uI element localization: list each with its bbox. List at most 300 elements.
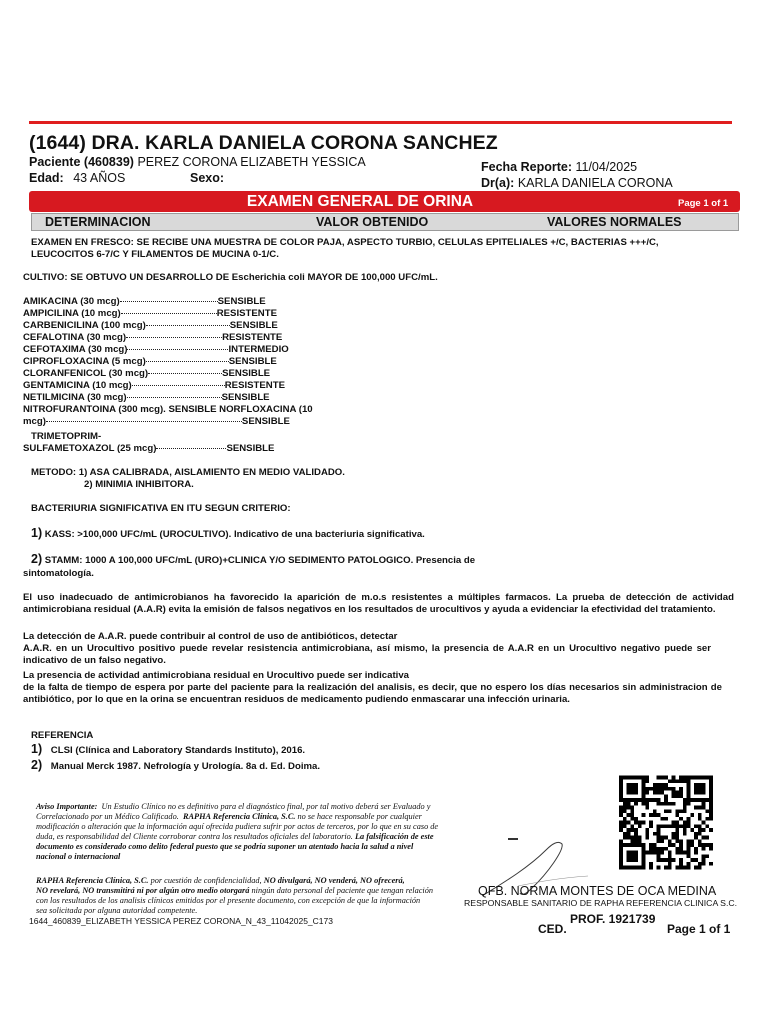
antibiotic-result: RESISTENTE xyxy=(222,332,283,343)
qr-module xyxy=(690,843,694,847)
uso-paragraph: El uso inadecuado de antimicrobianos ha favorecido la aparición de m.o.s resistentes a múltiples farmacos. La prueba de detección de actividad antimicrobiana residual (A.A.R) evita la emisión de falsos negativos en los resultados de urocultivos y ayuda a evidenciar la efectividad del tratamiento. xyxy=(23,592,734,615)
qr-module xyxy=(690,858,694,862)
antibiotic-result: RESISTENTE xyxy=(224,380,285,391)
qr-module xyxy=(660,836,664,840)
qr-module xyxy=(694,806,698,810)
fresco-line-1: EXAMEN EN FRESCO: SE RECIBE UNA MUESTRA DE COLOR PAJA, ASPECTO TURBIO, CELULAS EPITELIALES +/C, BACTERIAS +++/C, xyxy=(31,237,659,248)
qr-module xyxy=(683,798,687,802)
qr-module xyxy=(709,847,713,851)
qr-module xyxy=(709,843,713,847)
qr-module xyxy=(657,854,661,858)
qr-module xyxy=(642,779,646,783)
qr-module xyxy=(668,809,672,813)
confidentiality-line: sea solicitada por alguna autoridad competente. xyxy=(36,906,198,915)
qr-module xyxy=(683,824,687,828)
column-valores-normales: VALORES NORMALES xyxy=(547,215,682,229)
qr-module xyxy=(638,839,642,843)
qr-module xyxy=(675,824,679,828)
qr-code xyxy=(619,774,713,871)
qr-module xyxy=(623,776,627,780)
dot-leader xyxy=(121,313,217,314)
qr-module xyxy=(679,858,683,862)
qr-module xyxy=(657,787,661,791)
qr-module xyxy=(619,828,623,832)
qr-module xyxy=(683,866,687,870)
metodo-line-2: 2) MINIMIA INHIBITORA. xyxy=(84,479,194,490)
qr-module xyxy=(698,843,702,847)
qr-module xyxy=(664,847,668,851)
qr-module xyxy=(623,836,627,840)
qr-module xyxy=(634,858,638,862)
signer-name: QFB. NORMA MONTES DE OCA MEDINA xyxy=(478,884,717,898)
qr-module xyxy=(634,776,638,780)
qr-module xyxy=(657,791,661,795)
metodo-line-1: METODO: 1) ASA CALIBRADA, AISLAMIENTO EN MEDIO VALIDADO. xyxy=(31,467,345,478)
qr-module xyxy=(694,858,698,862)
qr-module xyxy=(653,798,657,802)
qr-module xyxy=(634,828,638,832)
qr-module xyxy=(645,851,649,855)
aviso-line xyxy=(36,852,476,862)
qr-module xyxy=(619,813,623,817)
qr-module xyxy=(687,821,691,825)
qr-module xyxy=(687,843,691,847)
kass-number: 1) xyxy=(31,526,43,540)
qr-module xyxy=(698,783,702,787)
qr-module xyxy=(687,798,691,802)
qr-module xyxy=(672,791,676,795)
antibiotic-name: SULFAMETOXAZOL (25 mcg) xyxy=(23,443,157,454)
qr-module xyxy=(679,866,683,870)
qr-module xyxy=(657,832,661,836)
qr-module xyxy=(623,802,627,806)
qr-module xyxy=(709,794,713,798)
fresco-line-2: LEUCOCITOS 6-7/C Y FILAMENTOS DE MUCINA 0-1/C. xyxy=(31,249,279,260)
qr-module xyxy=(702,836,706,840)
aviso-text: La falsificación de este xyxy=(354,832,434,841)
qr-module xyxy=(672,821,676,825)
qr-module xyxy=(619,809,623,813)
qr-module xyxy=(623,806,627,810)
qr-module xyxy=(664,798,668,802)
qr-module xyxy=(623,821,627,825)
qr-module xyxy=(702,791,706,795)
qr-module xyxy=(657,802,661,806)
antibiotic-result: SENSIBLE xyxy=(217,296,266,307)
qr-module xyxy=(645,787,649,791)
qr-module xyxy=(664,866,668,870)
qr-module xyxy=(664,787,668,791)
qr-module xyxy=(627,798,631,802)
qr-module xyxy=(627,851,631,855)
qr-module xyxy=(698,787,702,791)
qr-module xyxy=(649,866,653,870)
qr-module xyxy=(694,824,698,828)
qr-module xyxy=(698,817,702,821)
dot-leader xyxy=(120,301,218,302)
qr-module xyxy=(630,858,634,862)
antibiotic-result: INTERMEDIO xyxy=(228,344,289,355)
qr-module xyxy=(709,776,713,780)
qr-module xyxy=(668,787,672,791)
qr-module xyxy=(630,809,634,813)
qr-module xyxy=(657,858,661,862)
qr-module xyxy=(653,851,657,855)
antibiotic-row xyxy=(23,368,270,380)
qr-module xyxy=(679,824,683,828)
qr-module xyxy=(668,779,672,783)
qr-module xyxy=(642,791,646,795)
qr-module xyxy=(657,847,661,851)
qr-module xyxy=(634,866,638,870)
qr-module xyxy=(642,798,646,802)
stamm-line-2: sintomatología. xyxy=(23,568,94,579)
referencia-title: REFERENCIA xyxy=(31,730,94,741)
qr-module xyxy=(683,828,687,832)
qr-module xyxy=(634,832,638,836)
qr-module xyxy=(668,854,672,858)
antibiotic-name: CIPROFLOXACINA (5 mcg) xyxy=(23,356,146,367)
qr-module xyxy=(675,779,679,783)
presencia-paragraph: de la falta de tiempo de espera por parte del paciente para la realización del analisis, es decir, que no espero los días necesarios sin administracion de antibiótico, por lo que en la orina se encuentran residuos de medicamento pudiendo enmascarar una infección urinaria. xyxy=(23,682,722,705)
antibiotic-row xyxy=(23,392,270,404)
qr-module xyxy=(653,832,657,836)
qr-module xyxy=(630,813,634,817)
dot-leader xyxy=(148,373,222,374)
qr-module xyxy=(664,802,668,806)
qr-module xyxy=(702,847,706,851)
cultivo-line: CULTIVO: SE OBTUVO UN DESARROLLO DE Escherichia coli MAYOR DE 100,000 UFC/mL. xyxy=(23,272,438,283)
report-date-value: 11/04/2025 xyxy=(575,160,638,174)
qr-module xyxy=(664,783,668,787)
qr-module xyxy=(687,851,691,855)
antibiotic-name: GENTAMICINA (10 mcg) xyxy=(23,380,132,391)
aviso-text: Correlacionado por un Médico Calificado. xyxy=(36,812,179,821)
qr-module xyxy=(630,776,634,780)
qr-module xyxy=(630,828,634,832)
qr-module xyxy=(668,866,672,870)
qr-module xyxy=(634,817,638,821)
qr-module xyxy=(705,809,709,813)
qr-module xyxy=(698,862,702,866)
deteccion-paragraph: A.A.R. en un Urocultivo positivo puede revelar resistencia antimicrobiana, así mismo, la presencia de A.A.R en un Urocultivo negativo puede ser indicativo de un falso negativo. xyxy=(23,643,711,666)
qr-module xyxy=(630,851,634,855)
qr-module xyxy=(630,817,634,821)
professional-license: PROF. 1921739 xyxy=(570,912,656,926)
qr-module xyxy=(672,843,676,847)
qr-module xyxy=(645,791,649,795)
qr-module xyxy=(709,787,713,791)
qr-module xyxy=(649,847,653,851)
reference-text: CLSI (Clínica and Laboratory Standards Instituto), 2016. xyxy=(50,745,306,756)
cedula-label: CED. xyxy=(538,922,567,936)
qr-module xyxy=(630,791,634,795)
qr-module xyxy=(638,866,642,870)
confidentiality-text: NO divulgará, NO venderá, NO ofrecerá, xyxy=(263,876,405,885)
qr-module xyxy=(642,847,646,851)
qr-module xyxy=(694,866,698,870)
antibiotic-row xyxy=(23,344,289,356)
qr-module xyxy=(619,821,623,825)
file-name: 1644_460839_ELIZABETH YESSICA PEREZ CORONA_N_43_11042025_C173 xyxy=(29,916,333,926)
aviso-text: Un Estudio Clínico no es definitivo para el diagnóstico final, por tal motivo deberá ser Evaluado y xyxy=(101,802,431,811)
column-determinacion: DETERMINACION xyxy=(45,215,151,229)
dot-leader xyxy=(146,325,230,326)
qr-module xyxy=(627,858,631,862)
qr-module xyxy=(705,798,709,802)
qr-module xyxy=(634,851,638,855)
qr-module xyxy=(687,794,691,798)
qr-module xyxy=(687,839,691,843)
dot-leader xyxy=(156,448,226,449)
qr-module xyxy=(627,783,631,787)
kass-text: KASS: >100,000 UFC/mL (UROCULTIVO). Indicativo de una bacteriuria significativa. xyxy=(44,529,425,540)
qr-module xyxy=(657,828,661,832)
qr-module xyxy=(675,832,679,836)
confidentiality-line: con los resultados de los analisis clínicos emitidos por el presente documento, con excepción de que la información xyxy=(36,896,421,905)
qr-module xyxy=(653,843,657,847)
qr-module xyxy=(675,813,679,817)
qr-module xyxy=(660,847,664,851)
qr-module xyxy=(664,794,668,798)
exam-title: EXAMEN GENERAL DE ORINA xyxy=(246,193,474,210)
qr-module xyxy=(664,776,668,780)
qr-module xyxy=(645,836,649,840)
aviso-line xyxy=(36,802,476,812)
antibiotic-result: SENSIBLE xyxy=(226,443,275,454)
qr-module xyxy=(709,779,713,783)
qr-module xyxy=(679,794,683,798)
qr-module xyxy=(645,802,649,806)
confidentiality-block xyxy=(36,876,476,916)
antibiotic-name: mcg) xyxy=(23,416,46,427)
aviso-text: nacional o internacional xyxy=(36,852,121,861)
qr-module xyxy=(675,836,679,840)
qr-module xyxy=(672,824,676,828)
qr-module xyxy=(649,851,653,855)
qr-module xyxy=(660,824,664,828)
qr-module xyxy=(630,854,634,858)
qr-module xyxy=(683,821,687,825)
qr-module xyxy=(687,854,691,858)
qr-module xyxy=(619,798,623,802)
qr-module xyxy=(649,821,653,825)
qr-module xyxy=(634,787,638,791)
qr-module xyxy=(642,787,646,791)
qr-module xyxy=(690,776,694,780)
qr-module xyxy=(705,824,709,828)
qr-module xyxy=(642,862,646,866)
antibiotic-result: SENSIBLE xyxy=(228,356,277,367)
qr-module xyxy=(679,787,683,791)
qr-module xyxy=(675,847,679,851)
qr-module xyxy=(683,809,687,813)
qr-module xyxy=(634,821,638,825)
antibiotic-row xyxy=(23,380,285,392)
qr-module xyxy=(694,776,698,780)
aviso-text: no se hace responsable por cualquier xyxy=(297,812,422,821)
qr-module xyxy=(687,802,691,806)
qr-module xyxy=(657,813,661,817)
qr-module xyxy=(660,783,664,787)
qr-module xyxy=(634,839,638,843)
qr-module xyxy=(649,787,653,791)
physician-label: Dr(a): xyxy=(481,176,515,190)
qr-module xyxy=(675,828,679,832)
antibiotic-row xyxy=(23,416,290,428)
qr-module xyxy=(679,809,683,813)
qr-module xyxy=(702,821,706,825)
report-date-line xyxy=(481,160,637,174)
qr-module xyxy=(619,779,623,783)
qr-module xyxy=(623,824,627,828)
qr-module xyxy=(709,817,713,821)
qr-module xyxy=(642,794,646,798)
qr-module xyxy=(630,839,634,843)
qr-module xyxy=(657,824,661,828)
qr-module xyxy=(698,776,702,780)
dot-leader xyxy=(126,337,222,338)
qr-module xyxy=(619,839,623,843)
antibiotic-result: SENSIBLE xyxy=(221,392,270,403)
patient-label: Paciente xyxy=(29,155,81,169)
qr-module xyxy=(627,802,631,806)
qr-module xyxy=(709,783,713,787)
qr-module xyxy=(709,798,713,802)
aviso-line xyxy=(36,832,476,842)
aviso-label: Aviso Importante: xyxy=(36,802,98,811)
nitrofurantoina-line: NITROFURANTOINA (300 mcg). SENSIBLE NORFLOXACINA (10 xyxy=(23,404,313,415)
qr-module xyxy=(634,802,638,806)
qr-module xyxy=(675,809,679,813)
qr-module xyxy=(638,824,642,828)
qr-module xyxy=(634,783,638,787)
physician-value: KARLA DANIELA CORONA xyxy=(517,176,673,190)
qr-module xyxy=(645,832,649,836)
qr-module xyxy=(623,832,627,836)
qr-module xyxy=(705,836,709,840)
qr-module xyxy=(702,787,706,791)
qr-module xyxy=(657,866,661,870)
qr-module xyxy=(668,824,672,828)
qr-module xyxy=(709,809,713,813)
qr-module xyxy=(619,794,623,798)
qr-module xyxy=(698,866,702,870)
banner-page-number: Page 1 of 1 xyxy=(678,198,729,209)
qr-module xyxy=(698,798,702,802)
qr-module xyxy=(705,817,709,821)
qr-module xyxy=(645,798,649,802)
reference-number: 1) xyxy=(31,742,43,756)
qr-module xyxy=(694,787,698,791)
qr-module xyxy=(634,854,638,858)
qr-module xyxy=(657,776,661,780)
qr-module xyxy=(619,862,623,866)
qr-module xyxy=(668,862,672,866)
qr-module xyxy=(634,836,638,840)
stamm-line xyxy=(31,553,475,567)
reference-item xyxy=(31,759,320,773)
qr-module xyxy=(698,839,702,843)
antibiotic-result: SENSIBLE xyxy=(222,368,271,379)
qr-module xyxy=(660,817,664,821)
confidentiality-text: ningún dato personal del paciente que tengan relación xyxy=(251,886,434,895)
qr-module xyxy=(630,787,634,791)
antibiotic-row xyxy=(23,332,282,344)
qr-module xyxy=(630,843,634,847)
qr-module xyxy=(709,802,713,806)
confidentiality-text: por cuestión de confidencialidad, xyxy=(150,876,262,885)
qr-module xyxy=(694,832,698,836)
qr-module xyxy=(679,776,683,780)
qr-module xyxy=(638,836,642,840)
qr-module xyxy=(638,843,642,847)
qr-module xyxy=(649,813,653,817)
qr-module xyxy=(630,783,634,787)
qr-module xyxy=(653,791,657,795)
qr-module xyxy=(664,809,668,813)
dot-leader xyxy=(132,385,225,386)
qr-module xyxy=(657,836,661,840)
qr-module xyxy=(687,787,691,791)
qr-module xyxy=(679,817,683,821)
qr-module xyxy=(687,817,691,821)
aviso-text: documento es considerado como delito federal puesto que se podría suponer un atentado hacia la salud a nivel xyxy=(36,842,414,851)
qr-module xyxy=(649,798,653,802)
deteccion-line-1: La detección de A.A.R. puede contribuir al control de uso de antibióticos, detectar xyxy=(23,631,398,642)
antibiotic-row xyxy=(23,443,274,455)
qr-module xyxy=(627,787,631,791)
qr-module xyxy=(630,798,634,802)
sex-label: Sexo: xyxy=(190,171,225,185)
qr-module xyxy=(623,843,627,847)
qr-module xyxy=(630,824,634,828)
qr-module xyxy=(698,828,702,832)
qr-module xyxy=(664,858,668,862)
qr-module xyxy=(672,779,676,783)
confidentiality-text: NO revelará, NO transmitirá ni por algún otro medio otorgará xyxy=(36,886,250,895)
antibiotic-row xyxy=(23,308,277,320)
qr-module xyxy=(649,843,653,847)
qr-module xyxy=(660,858,664,862)
qr-module xyxy=(642,843,646,847)
qr-module xyxy=(694,851,698,855)
qr-module xyxy=(627,813,631,817)
qr-module xyxy=(683,779,687,783)
qr-module xyxy=(687,776,691,780)
qr-module xyxy=(627,791,631,795)
qr-module xyxy=(702,776,706,780)
qr-module xyxy=(645,806,649,810)
signer-role: RESPONSABLE SANITARIO DE RAPHA REFERENCIA CLINICA S.C. xyxy=(464,898,738,908)
qr-module xyxy=(668,851,672,855)
qr-module xyxy=(634,791,638,795)
qr-module xyxy=(657,798,661,802)
qr-module xyxy=(675,866,679,870)
stamm-number: 2) xyxy=(31,552,43,566)
qr-module xyxy=(623,798,627,802)
qr-module xyxy=(672,836,676,840)
qr-module xyxy=(705,776,709,780)
qr-module xyxy=(619,791,623,795)
qr-module xyxy=(702,806,706,810)
aviso-text: duda, es responsabilidad del Cliente corroborar contra los resultados oficiales del laboratorio. xyxy=(36,832,353,841)
reference-item xyxy=(31,743,305,757)
qr-module xyxy=(668,802,672,806)
qr-module xyxy=(627,832,631,836)
confidentiality-text: RAPHA Referencia Clínica, S.C. xyxy=(36,876,149,885)
qr-module xyxy=(642,866,646,870)
